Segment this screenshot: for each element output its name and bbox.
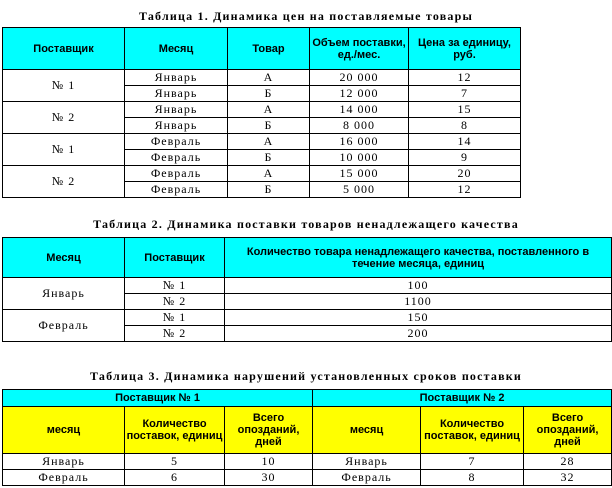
table3-cell: Февраль	[313, 470, 421, 486]
table2-caption: Таблица 2. Динамика поставки товаров ненадлежащего качества	[93, 217, 519, 231]
table3-cell: 10	[225, 454, 313, 470]
table3-header-deliveries: Количество поставок, единиц	[421, 407, 524, 454]
table1-cell: Б	[228, 182, 310, 198]
table1-cell: 20 000	[310, 70, 409, 86]
table3-cell: Январь	[3, 454, 125, 470]
table1-cell: 12 000	[310, 86, 409, 102]
table1-cell: А	[228, 102, 310, 118]
table2-cell: № 2	[125, 294, 225, 310]
table1-supplier-cell: № 2	[3, 102, 125, 134]
table3-header-deliveries: Количество поставок, единиц	[125, 407, 225, 454]
table3-cell: 30	[225, 470, 313, 486]
table1-cell: Февраль	[125, 134, 228, 150]
table3-cell: Январь	[313, 454, 421, 470]
table1-cell: 12	[409, 70, 521, 86]
table3-cell: 8	[421, 470, 524, 486]
table1-cell: Б	[228, 150, 310, 166]
table2-month-cell: Февраль	[3, 310, 125, 342]
table2-cell: 1100	[225, 294, 612, 310]
table1-cell: Февраль	[125, 182, 228, 198]
table1-cell: Январь	[125, 118, 228, 134]
table3-header-month: месяц	[313, 407, 421, 454]
table2-cell: 100	[225, 278, 612, 294]
table1-header-product: Товар	[228, 28, 310, 70]
table1-caption: Таблица 1. Динамика цен на поставляемые товары	[138, 9, 474, 23]
table2-cell: № 1	[125, 310, 225, 326]
table1-cell: А	[228, 70, 310, 86]
table2-cell: 150	[225, 310, 612, 326]
table3-header-delays: Всего опозданий, дней	[524, 407, 612, 454]
table3-cell: Февраль	[3, 470, 125, 486]
table1-cell: 16 000	[310, 134, 409, 150]
table1-header-volume: Объем поставки, ед./мес.	[310, 28, 409, 70]
table2	[2, 237, 612, 342]
table1-cell: 14	[409, 134, 521, 150]
table1-cell: 9	[409, 150, 521, 166]
table1-cell: Б	[228, 118, 310, 134]
table2-cell: 200	[225, 326, 612, 342]
table1-cell: 5 000	[310, 182, 409, 198]
table1-header-price: Цена за единицу, руб.	[409, 28, 521, 70]
table1-cell: Январь	[125, 102, 228, 118]
table2-header-supplier: Поставщик	[125, 238, 225, 278]
table3-cell: 32	[524, 470, 612, 486]
table3-header-delays: Всего опозданий, дней	[225, 407, 313, 454]
table1-cell: Январь	[125, 70, 228, 86]
table3-supplier1-header: Поставщик № 1	[3, 390, 313, 407]
table3-cell: 28	[524, 454, 612, 470]
table3-cell: 6	[125, 470, 225, 486]
table1	[2, 27, 521, 198]
table1-cell: 8 000	[310, 118, 409, 134]
table2-cell: № 2	[125, 326, 225, 342]
table3-cell: 5	[125, 454, 225, 470]
table1-cell: Февраль	[125, 150, 228, 166]
table1-cell: 15 000	[310, 166, 409, 182]
table1-cell: 14 000	[310, 102, 409, 118]
table1-header-supplier: Поставщик	[3, 28, 125, 70]
table2-header-quantity: Количество товара ненадлежащего качества, поставленного в течение месяца, единиц	[225, 238, 612, 278]
table2-month-cell: Январь	[3, 278, 125, 310]
table1-cell: 8	[409, 118, 521, 134]
table1-cell: 15	[409, 102, 521, 118]
table1-cell: Б	[228, 86, 310, 102]
table1-cell: Январь	[125, 86, 228, 102]
table2-header-month: Месяц	[3, 238, 125, 278]
table1-supplier-cell: № 2	[3, 166, 125, 198]
table3-cell: 7	[421, 454, 524, 470]
table3-caption: Таблица 3. Динамика нарушений установленных сроков поставки	[89, 369, 523, 383]
table1-header-month: Месяц	[125, 28, 228, 70]
table1-cell: 20	[409, 166, 521, 182]
table1-cell: Февраль	[125, 166, 228, 182]
table3	[2, 389, 612, 486]
table1-cell: А	[228, 134, 310, 150]
table3-header-month: месяц	[3, 407, 125, 454]
table1-cell: А	[228, 166, 310, 182]
table1-cell: 12	[409, 182, 521, 198]
table1-supplier-cell: № 1	[3, 134, 125, 166]
table3-supplier2-header: Поставщик № 2	[313, 390, 612, 407]
table1-cell: 10 000	[310, 150, 409, 166]
table2-cell: № 1	[125, 278, 225, 294]
table1-cell: 7	[409, 86, 521, 102]
table1-supplier-cell: № 1	[3, 70, 125, 102]
